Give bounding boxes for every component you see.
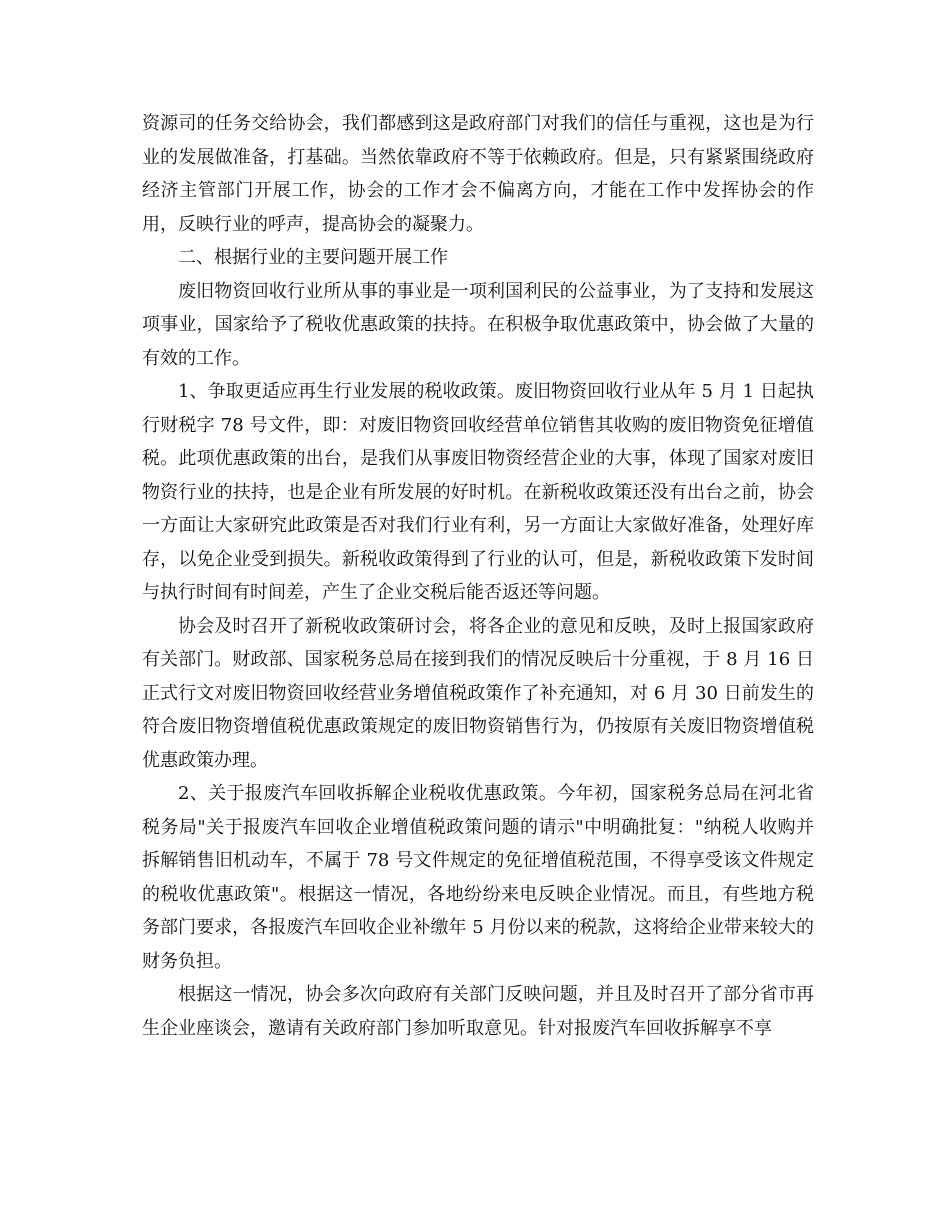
paragraph-item-2: 2、关于报废汽车回收拆解企业税收优惠政策。今年初，国家税务总局在河北省税务局"关于报废汽车回收企业增值税政策问题的请示"中明确批复："纳税人收购并拆解销售旧机动车，不属于 78 号文件规定的免征增值税范围，不得享受该文件规定的税收优惠政策"。根据这一情况，各地纷纷来电反映企业情况。而且，有些地方税务部门要求，各报废汽车回收企业补缴年 5 月份以来的税款，这将给企业带来较大的财务负担。 <box>142 783 814 972</box>
paragraph-continuation: 资源司的任务交给协会，我们都感到这是政府部门对我们的信任与重视，这也是为行业的发展做准备，打基础。当然依靠政府不等于依赖政府。但是，只有紧紧围绕政府经济主管部门开展工作，协会的工作才会不偏离方向，才能在工作中发挥协会的作用，反映行业的呼声，提高协会的凝聚力。 <box>142 113 814 235</box>
paragraph-item-2-followup: 根据这一情况，协会多次向政府有关部门反映问题，并且及时召开了部分省市再生企业座谈会，邀请有关政府部门参加听取意见。针对报废汽车回收拆解享不享 <box>142 984 814 1039</box>
paragraph-item-1-followup: 协会及时召开了新税收政策研讨会，将各企业的意见和反映，及时上报国家政府有关部门。财政部、国家税务总局在接到我们的情况反映后十分重视，于 8 月 16 日正式行文对废旧物资回收经营业务增值税政策作了补充通知，对 6 月 30 日前发生的符合废旧物资增值税优惠政策规定的废旧物资销售行为，仍按原有关废旧物资增值税优惠政策办理。 <box>142 615 814 771</box>
paragraph-item-1: 1、争取更适应再生行业发展的税收政策。废旧物资回收行业从年 5 月 1 日起执行财税字 78 号文件，即：对废旧物资回收经营单位销售其收购的废旧物资免征增值税。此项优惠政策的出台，是我们从事废旧物资经营企业的大事，体现了国家对废旧物资行业的扶持，也是企业有所发展的好时机。在新税收政策还没有出台之前，协会一方面让大家研究此政策是否对我们行业有利，另一方面让大家做好准备，处理好库存，以免企业受到损失。新税收政策得到了行业的认可，但是，新税收政策下发时间与执行时间有时间差，产生了企业交税后能否返还等问题。 <box>142 381 814 603</box>
document-body <box>142 107 814 1045</box>
section-heading: 二、根据行业的主要问题开展工作 <box>178 247 448 268</box>
paragraph-intro: 废旧物资回收行业所从事的事业是一项利国利民的公益事业，为了支持和发展这项事业，国家给予了税收优惠政策的扶持。在积极争取优惠政策中，协会做了大量的有效的工作。 <box>142 280 814 369</box>
